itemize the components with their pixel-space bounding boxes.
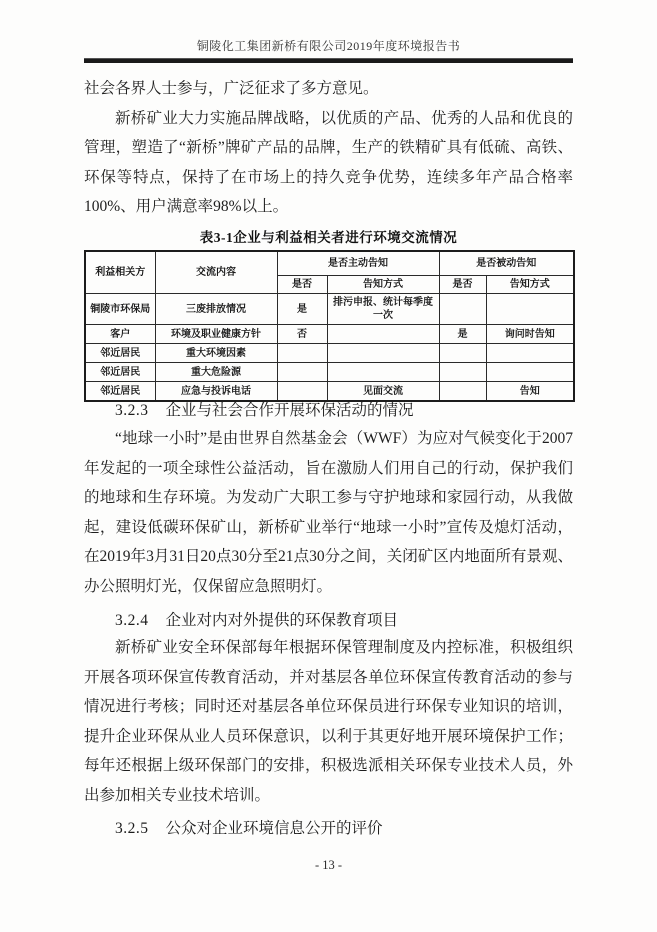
cell-stakeholder: 客户 (85, 325, 155, 344)
table-title: 表3-1企业与利益相关者进行环境交流情况 (199, 230, 458, 245)
table-row (85, 325, 574, 344)
page-number: - 13 - (314, 858, 343, 872)
cell-passive-method (486, 344, 574, 363)
col-header-passive-method: 告知方式 (486, 276, 574, 294)
paragraph-intro: 社会各界人士参与，广泛征求了多方意见。 (84, 80, 379, 97)
paragraph-brand-strategy: 新桥矿业大力实施品牌战略，以优质的产品、优秀的人品和优良的管理，塑造了“新桥”牌矿产品的品牌，生产的铁精矿具有低硫、高铁、环保等特点，保持了在市场上的持久竞争优势，连续多年产品合格率100%、用户满意率98%以上。 (84, 109, 573, 215)
section-title: 企业对内对外提供的环保教育项目 (165, 612, 399, 629)
paragraph-education: 新桥矿业安全环保部每年根据环保管理制度及内控标准，积极组织开展各项环保宣传教育活动，并对基层各单位环保宣传教育活动的参与情况进行考核；同时还对基层各单位环保员进行环保专业知识的培训，提升企业环保从业人员环保意识，以利于其更好地开展环境保护工作；每年还根据上级环保部门的安排，积极选派相关环保专业技术人员，外出参加相关专业技术培训。 (84, 639, 573, 804)
cell-content: 环境及职业健康方针 (155, 325, 277, 344)
cell-active-yesno (277, 363, 327, 382)
section-heading-3-2-3 (84, 398, 573, 420)
stakeholder-communication-table (84, 250, 575, 402)
col-header-stakeholder: 利益相关方 (85, 251, 155, 294)
col-header-active-method: 告知方式 (327, 276, 439, 294)
cell-active-yesno (277, 344, 327, 363)
cell-content: 重大环境因素 (155, 344, 277, 363)
cell-passive-method (486, 294, 574, 325)
cell-active-method (327, 344, 439, 363)
paragraph-earth-hour: “地球一小时”是由世界自然基金会（WWF）为应对气候变化于2007年发起的一项全球性公益活动，旨在激励人们用自己的行动，保护我们的地球和生存环境。为发动广大职工参与守护地球和家园行动，从我做起，建设低碳环保矿山，新桥矿业举行“地球一小时”宣传及熄灯活动，在2019年3月31日20点30分至21点30分之间，关闭矿区内地面所有景观、办公照明灯光，仅保留应急照明灯。 (84, 430, 573, 595)
section-number: 3.2.3 (115, 402, 149, 419)
cell-passive-yesno (439, 344, 486, 363)
header-divider (84, 58, 573, 63)
cell-active-yesno: 否 (277, 325, 327, 344)
cell-passive-yesno (439, 363, 486, 382)
cell-active-method: 见面交流 (327, 382, 439, 402)
col-header-passive-yesno: 是否 (439, 276, 486, 294)
cell-content: 应急与投诉电话 (155, 382, 277, 402)
col-header-active-yesno: 是否 (277, 276, 327, 294)
cell-content: 重大危险源 (155, 363, 277, 382)
cell-stakeholder: 铜陵市环保局 (85, 294, 155, 325)
cell-passive-yesno (439, 294, 486, 325)
cell-passive-yesno: 是 (439, 325, 486, 344)
cell-passive-method: 询问时告知 (486, 325, 574, 344)
cell-stakeholder: 邻近居民 (85, 382, 155, 402)
cell-passive-method (486, 363, 574, 382)
table-header-row-1 (85, 251, 574, 276)
col-header-content: 交流内容 (155, 251, 277, 294)
cell-content: 三废排放情况 (155, 294, 277, 325)
section-title: 企业与社会合作开展环保活动的情况 (165, 402, 414, 419)
table-row (85, 344, 574, 363)
section-heading-3-2-4 (84, 608, 573, 630)
section-number: 3.2.4 (115, 612, 149, 629)
cell-passive-method: 告知 (486, 382, 574, 402)
cell-active-method (327, 325, 439, 344)
section-title: 公众对企业环境信息公开的评价 (165, 820, 383, 837)
cell-active-method: 排污申报、统计每季度一次 (327, 294, 439, 325)
cell-stakeholder: 邻近居民 (85, 363, 155, 382)
cell-stakeholder: 邻近居民 (85, 344, 155, 363)
cell-active-yesno: 是 (277, 294, 327, 325)
table-row (85, 363, 574, 382)
section-heading-3-2-5 (84, 816, 573, 838)
col-header-passive-group: 是否被动告知 (439, 251, 574, 276)
page-header-title: 铜陵化工集团新桥有限公司2019年度环境报告书 (196, 39, 461, 53)
cell-active-method (327, 363, 439, 382)
col-header-active-group: 是否主动告知 (277, 251, 439, 276)
table-row (85, 294, 574, 325)
section-number: 3.2.5 (115, 820, 149, 837)
